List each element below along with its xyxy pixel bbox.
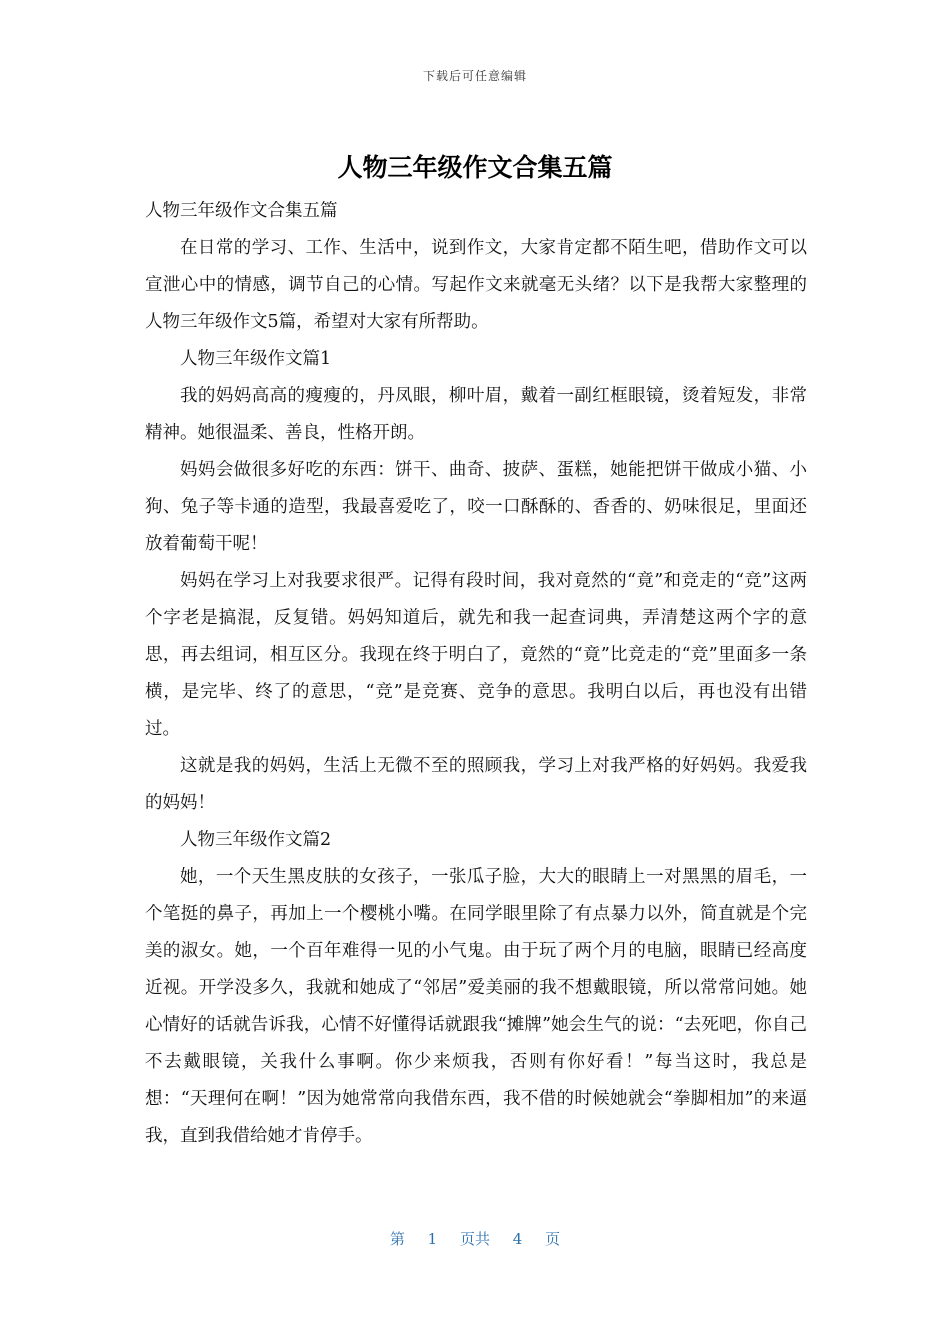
footer-current-page: 1: [427, 1230, 438, 1248]
footer-ye: 页: [545, 1230, 561, 1248]
document-body: [145, 193, 807, 1155]
footer-ye-gong: 页共: [459, 1230, 490, 1248]
paragraph: 妈妈在学习上对我要求很严。记得有段时间，我对竟然的“竟”和竞走的“竞”这两个字老是搞混，反复错。妈妈知道后，就先和我一起查词典，弄清楚这两个字的意思，再去组词，相互区分。我现在终于明白了，竟然的“竟”比竞走的“竞”里面多一条横，是完毕、终了的意思，“竞”是竞赛、竞争的意思。我明白以后，再也没有出错过。: [145, 571, 807, 739]
paragraph: 她，一个天生黑皮肤的女孩子，一张瓜子脸，大大的眼睛上一对黑黑的眉毛，一个笔挺的鼻子，再加上一个樱桃小嘴。在同学眼里除了有点暴力以外，简直就是个完美的淑女。她，一个百年难得一见的小气鬼。由于玩了两个月的电脑，眼睛已经高度近视。开学没多久，我就和她成了“邻居”爱美丽的我不想戴眼镜，所以常常问她。她心情好的话就告诉我，心情不好懂得话就跟我“摊牌”她会生气的说：“去死吧，你自己不去戴眼镜，关我什么事啊。你少来烦我，否则有你好看！”每当这时，我总是想：“天理何在啊！”因为她常常向我借东西，我不借的时候她就会“拳脚相加”的来逼我，直到我借给她才肯停手。: [145, 867, 807, 1146]
paragraph: 妈妈会做很多好吃的东西：饼干、曲奇、披萨、蛋糕，她能把饼干做成小猫、小狗、兔子等卡通的造型，我最喜爱吃了，咬一口酥酥的、香香的、奶味很足，里面还放着葡萄干呢！: [145, 460, 807, 554]
page-header-note: 下载后可任意编辑: [422, 69, 527, 83]
paragraph: 这就是我的妈妈，生活上无微不至的照顾我，学习上对我严格的好妈妈。我爱我的妈妈！: [145, 756, 807, 813]
page-number-footer: [0, 1228, 950, 1249]
document-title: 人物三年级作文合集五篇: [337, 153, 613, 182]
section-heading-2: 人物三年级作文篇2: [180, 830, 332, 850]
section-heading-1: 人物三年级作文篇1: [180, 349, 332, 369]
paragraph-intro: 在日常的学习、工作、生活中，说到作文，大家肯定都不陌生吧，借助作文可以宣泄心中的情感，调节自己的心情。写起作文来就毫无头绪？以下是我帮大家整理的人物三年级作文5篇，希望对大家有所帮助。: [145, 238, 807, 332]
footer-di: 第: [389, 1230, 405, 1248]
paragraph: 我的妈妈高高的瘦瘦的，丹凤眼，柳叶眉，戴着一副红框眼镜，烫着短发，非常精神。她很温柔、善良，性格开朗。: [145, 386, 807, 443]
paragraph-subtitle: 人物三年级作文合集五篇: [145, 201, 338, 221]
footer-total-pages: 4: [512, 1230, 523, 1248]
